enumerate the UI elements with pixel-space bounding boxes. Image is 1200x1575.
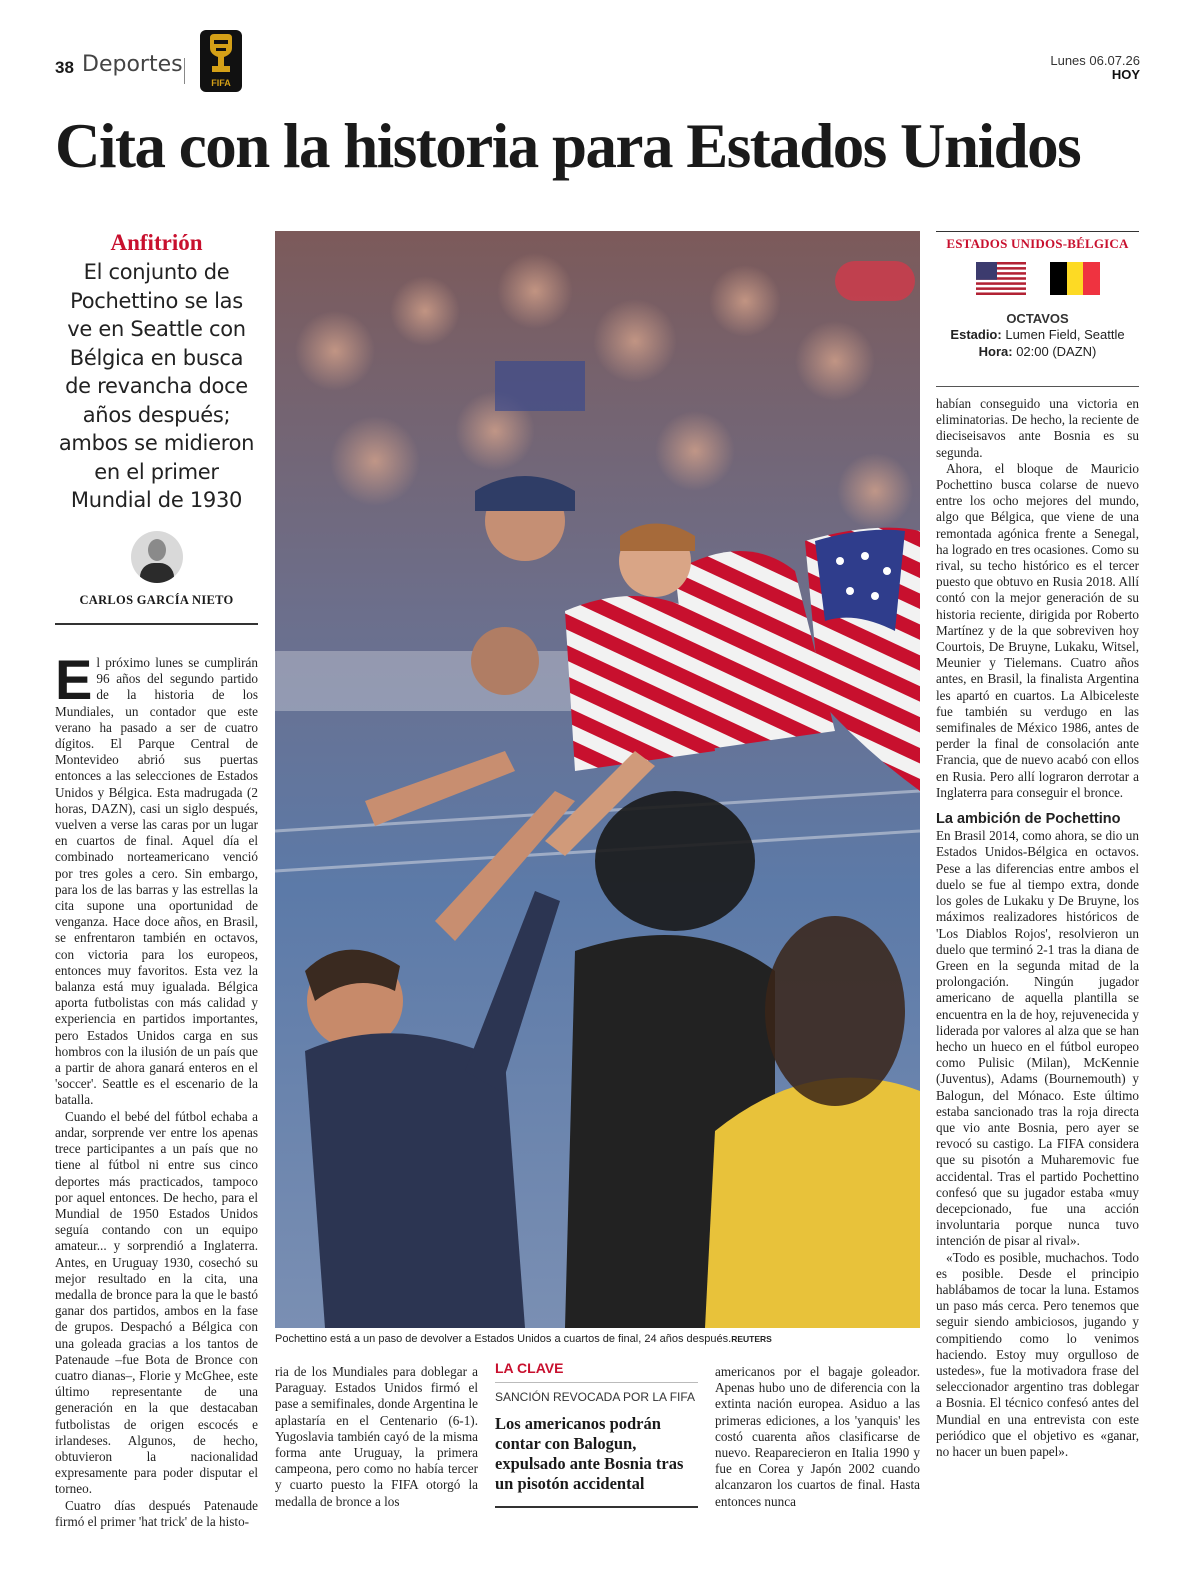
page-header bbox=[55, 30, 1140, 95]
match-box-bottom-rule bbox=[936, 386, 1139, 387]
paragraph-text: l próximo lunes se cumplirán 96 años del segundo partido de la historia de los Mundiales, un contador que este verano ha pasado a ser de cuatro dígitos. El Parque Central de Montevideo abrió sus puertas entonces a las selecciones de Estados Unidos y Bélgica. Esta madrugada (2 horas, DAZN), casi un siglo después, vuelven a verse las caras por un lugar en cuartos de final. Aquel día el combinado norteamericano venció por tres goles a cero. Sin embargo, para los de las barras y las estrellas la cita supone una oportunidad de venganza. Hace doce años, en Brasil, se enfrentaron también en octavos, con victoria para los europeos, entonces muy favoritos. Esta vez la balanza está muy igualada. Bélgica aporta futbolistas con más calidad y experiencia en partidos importantes, pero Estados Unidos carga en sus hombros con la ilusión de un país que a partir de ahora ganará enteros en el 'soccer'. Seattle es el escenario de la batalla. bbox=[55, 655, 258, 1108]
article-column-3 bbox=[715, 1364, 920, 1510]
stadium-label: Estadio: bbox=[950, 327, 1002, 342]
time-value: 02:00 (DAZN) bbox=[1016, 344, 1097, 359]
belgium-flag-icon bbox=[1050, 262, 1100, 295]
article-paragraph: americanos por el bagaje goleador. Apenas hubo uno de diferencia con la extinta nación europea. Asiduo a las primeras ediciones, a los 'yanquis' les costó cuarenta años clasificarse de nuevo. Reaparecieron en Italia 1990 y fue en Corea y Japón 2002 cuando alcanzaron los cuartos de final. Hasta entonces nunca bbox=[715, 1364, 920, 1509]
article-paragraph: ria de los Mundiales para doblegar a Paraguay. Estados Unidos firmó el pase a semifinales, donde Argentina le aplastaría en el Centenario (6-1). Yugoslavia también cayó de la misma forma ante Uruguay, la primera campeona, pero como no había tercer y cuarto puesto la FIFA otorgó la medalla de bronce a los bbox=[275, 1364, 478, 1509]
main-photo bbox=[275, 231, 920, 1328]
author-avatar bbox=[131, 531, 183, 583]
article-paragraph: Cuatro días después Patenaude firmó el primer 'hat trick' de la histo- bbox=[55, 1497, 258, 1529]
avatar-head bbox=[148, 539, 166, 561]
article-paragraph: En Brasil 2014, como ahora, se dio un Estados Unidos-Bélgica en octavos. Pese a las diferencias entre ambos el duelo se fue al tiempo extra, donde los goles de Lukaku y De Bruyne, los máximos realizadores históricos de 'Los Diablos Rojos', resolvieron un duelo que terminó 2-1 tras la diana de Green en la segunda mitad de la prolongación. Ningún jugador americano de aquella plantilla se encuentra en la de hoy, rejuvenecida y liderada por valores al alza que se han hecho un hueco en el fútbol europeo como Pulisic (Milan), McKennie (Juventus), Adams (Bournemouth) y Balogun, del Mónaco. Este último estaba sancionado tras la roja directa que vio ante Bosnia, pero ayer se revocó su castigo. La FIFA considera que su pisotón a Muharemovic fue accidental. Tras el partido Pochettino confesó que su jugador estaba «muy decepcionado, fue una acción involuntaria porque nunca tuvo intención de pisar al rival». bbox=[936, 828, 1139, 1249]
time-label: Hora: bbox=[978, 344, 1013, 359]
match-time-line bbox=[936, 343, 1139, 360]
article-column-1 bbox=[55, 648, 258, 1530]
avatar-body bbox=[140, 563, 174, 583]
article-paragraph bbox=[55, 648, 258, 1109]
header-divider bbox=[184, 58, 185, 84]
kicker: Anfitrión bbox=[110, 230, 203, 255]
article-paragraph: Ahora, el bloque de Mauricio Pochettino busca colarse de nuevo entre los ocho mejores del mundo, algo que Bélgica, que viene de una remontada agónica frente a Senegal, ha logrado en tres ocasiones. Como su rival, su techo histórico es el tercer puesto que obtuvo en Rusia 2018. Allí contó con la mejor generación de su historia reciente, dirigida por Roberto Martínez y de la que sobreviven hoy Courtois, De Bruyne, Lukaku, Witsel, Meunier y Tielemans. Cuatro años antes, en Brasil, la finalista Argentina les apartó en cuartos. La Albiceleste fue también su verdugo en las semifinales de México 1986, antes de perder la final de consolación ante Francia, que de nuevo acabó con ellos en Rusia. Pero allí lograron derrotar a Inglaterra para conseguir el bronce. bbox=[936, 460, 1139, 800]
page-number: 38 bbox=[55, 58, 74, 77]
key-fact-box bbox=[495, 1360, 698, 1508]
stadium-value: Lumen Field, Seattle bbox=[1005, 327, 1125, 342]
article-paragraph: «Todo es posible, muchachos. Todo es posible. Desde el principio hablábamos de tocar la luna. Estamos un paso más cerca. Pero tenemos que seguir siendo ambiciosos, jugando y compitiendo como lo venimos haciendo. Estoy muy orgulloso de ustedes», fue la motivadora frase del seleccionador argentino tras doblegar a Bosnia. El técnico confesó antes del Mundial en una entrevista con este periódico que el objetivo es «ganar, no hacer un buen papel». bbox=[936, 1249, 1139, 1459]
article-paragraph: Cuando el bebé del fútbol echaba a andar, sorprende ver entre los apenas trece participantes a un país que no tiene al fútbol ni entre sus cinco deportes más practicados, tampoco por aquel entonces. De hecho, para el Mundial de 1950 Estados Unidos seguía contando con un equipo amateur... y sorprendió a Inglaterra. Antes, en Uruguay 1930, cosechó su mejor resultado en la cita, una medalla de bronce para la que le bastó ganar dos partidos, ambos en la fase de grupos. Despachó a Bélgica con una goleada gracias a los tantos de Patenaude –fue Bota de Bronce con cuatro dianas–, Florie y McGhee, este último representante de una generación en la que destacaban futbolistas de origen escocés e irlandeses. Algunos, de hecho, obtuvieron la nacionalidad expresamente para poder disputar el torneo. bbox=[55, 1108, 258, 1497]
section-name: Deportes bbox=[82, 52, 183, 77]
caption-text: Pochettino está a un paso de devolver a Estados Unidos a cuartos de final, 24 años después. bbox=[275, 1333, 732, 1345]
match-round: OCTAVOS bbox=[1006, 311, 1069, 326]
publication-name: HOY bbox=[1111, 67, 1140, 82]
issue-date: Lunes 06.07.26 bbox=[1050, 53, 1140, 68]
dropcap: E bbox=[55, 648, 93, 711]
key-fact-tag: LA CLAVE bbox=[495, 1360, 698, 1383]
photo-caption bbox=[275, 1333, 920, 1345]
standfirst: El conjunto de Pochettino se las ve en Seattle con Bélgica en busca de revancha doce años después; ambos se midieron en el primer Mundial de 1930 bbox=[58, 260, 255, 512]
author-byline: CARLOS GARCÍA NIETO bbox=[79, 592, 234, 607]
intro-divider bbox=[55, 623, 258, 625]
usa-flag-icon bbox=[976, 262, 1026, 295]
key-fact-subtitle: SANCIÓN REVOCADA POR LA FIFA bbox=[495, 1390, 696, 1404]
issue-date-block bbox=[1050, 54, 1140, 82]
photo-credit: REUTERS bbox=[731, 1334, 772, 1344]
key-fact-divider bbox=[495, 1506, 698, 1508]
page-headline: Cita con la historia para Estados Unidos bbox=[55, 111, 1081, 181]
world-cup-trophy-icon bbox=[200, 30, 242, 92]
key-fact-headline: Los americanos podrán contar con Balogun, expulsado ante Bosnia tras un pisotón accidental bbox=[495, 1414, 684, 1493]
match-info-box bbox=[936, 231, 1139, 387]
article-subhead: La ambición de Pochettino bbox=[936, 811, 1121, 828]
match-stadium-line bbox=[936, 326, 1139, 343]
article-column-2 bbox=[275, 1364, 478, 1510]
team-flags bbox=[936, 262, 1139, 295]
article-column-4 bbox=[936, 396, 1139, 1460]
logo-text: FIFA bbox=[211, 78, 231, 88]
match-box-top-rule bbox=[936, 231, 1139, 232]
intro-block bbox=[55, 230, 258, 625]
match-teams: ESTADOS UNIDOS-BÉLGICA bbox=[946, 236, 1129, 251]
article-paragraph: habían conseguido una victoria en eliminatorias. De hecho, la reciente de dieciseisavos ante Bosnia es su segunda. bbox=[936, 396, 1139, 460]
